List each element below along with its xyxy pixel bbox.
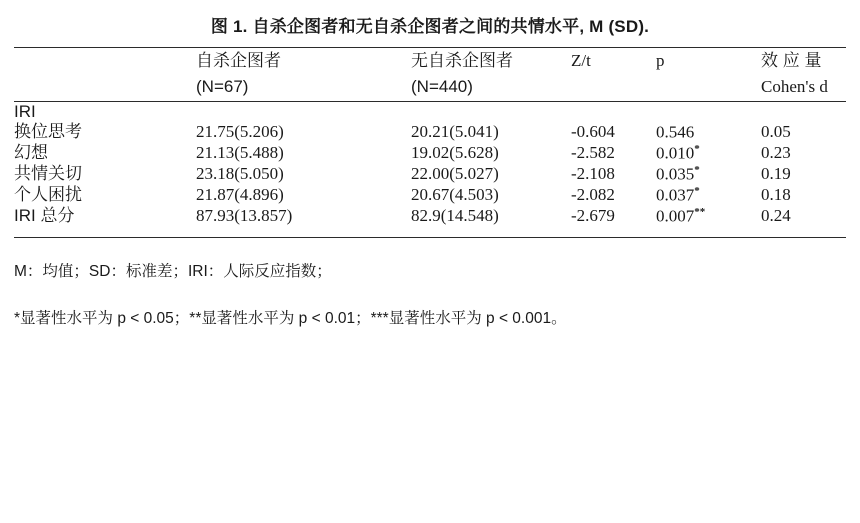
row-p-significance-marker: ** [694,205,706,218]
header-stat: Z/t [571,51,591,70]
section-pad-1 [196,102,411,122]
header-p: p [656,51,665,70]
row-effect-size-value: 0.23 [761,142,791,162]
header-group-attempters-n: (N=67) [196,77,249,97]
header-col-label [14,48,196,101]
row-effect-size-value: 0.18 [761,184,791,204]
header-group-nonattempters-label: 无自杀企图者 [411,51,513,70]
row-group2-value: 82.9(14.548) [411,205,499,225]
row-p-significance-marker: * [694,163,700,176]
row-group2-value: 20.21(5.041) [411,121,499,141]
header-group-nonattempters-n: (N=440) [411,77,473,97]
table-note-abbreviations: M：均值；SD：标准差；IRI：人际反应指数； [14,262,332,280]
row-stat-value: -2.582 [571,142,615,162]
row-label: 换位思考 [14,121,82,141]
section-pad-2 [411,102,571,122]
section-row-iri [14,102,860,122]
row-label: 个人困扰 [14,184,82,204]
row-stat-value: -2.082 [571,184,615,204]
header-group-attempters [196,48,411,101]
row-p-number: 0.037 [656,185,695,205]
table-note-significance: *显著性水平为 p < 0.05；**显著性水平为 p < 0.01；***显著性水平为 p < 0.001。 [14,310,567,328]
section-label-iri: IRI [14,101,36,121]
row-p-value [656,185,761,206]
header-effect-size-sub: Cohen's d [761,77,828,97]
row-group2-value: 22.00(5.027) [411,163,499,183]
table-row [14,164,860,185]
header-row [14,48,860,101]
row-p-value [656,143,761,164]
section-pad-5 [761,102,860,122]
row-p-significance-marker: * [694,142,700,155]
row-effect-size-value: 0.05 [761,121,791,141]
header-group-attempters-label: 自杀企图者 [196,51,281,70]
row-group1-value: 23.18(5.050) [196,163,284,183]
row-label: 共情关切 [14,163,82,183]
row-p-number: 0.546 [656,122,695,142]
row-group1-value: 21.87(4.896) [196,184,284,204]
empathy-comparison-table [14,48,860,101]
row-label: 幻想 [14,142,48,162]
row-p-value [656,122,761,143]
table-body-spacer [14,227,846,237]
header-effect-size-label: 效 应 量 [761,51,822,70]
row-p-value [656,164,761,185]
row-p-significance-marker: * [694,184,700,197]
row-stat-value: -0.604 [571,121,615,141]
table-header [14,48,860,101]
row-p-value [656,206,761,227]
table-row [14,143,860,164]
row-group1-value: 21.75(5.206) [196,121,284,141]
table-title: 图 1. 自杀企图者和无自杀企图者之间的共情水平, M (SD). [210,17,650,36]
row-stat-value: -2.679 [571,205,615,225]
section-pad-3 [571,102,656,122]
section-pad-4 [656,102,761,122]
row-p-number: 0.007 [656,206,695,226]
row-stat-value: -2.108 [571,163,615,183]
empathy-comparison-body [14,102,860,227]
row-p-number: 0.010 [656,143,695,163]
row-p-number: 0.035 [656,164,695,184]
row-group1-value: 21.13(5.488) [196,142,284,162]
row-group1-value: 87.93(13.857) [196,205,293,225]
row-effect-size-value: 0.24 [761,205,791,225]
row-effect-size-value: 0.19 [761,163,791,183]
row-group2-value: 19.02(5.628) [411,142,499,162]
table-row [14,206,860,227]
table-row [14,122,860,143]
row-group2-value: 20.67(4.503) [411,184,499,204]
header-effect-size [761,48,860,101]
row-label: IRI 总分 [14,205,75,225]
header-group-nonattempters [411,48,571,101]
table-row [14,185,860,206]
